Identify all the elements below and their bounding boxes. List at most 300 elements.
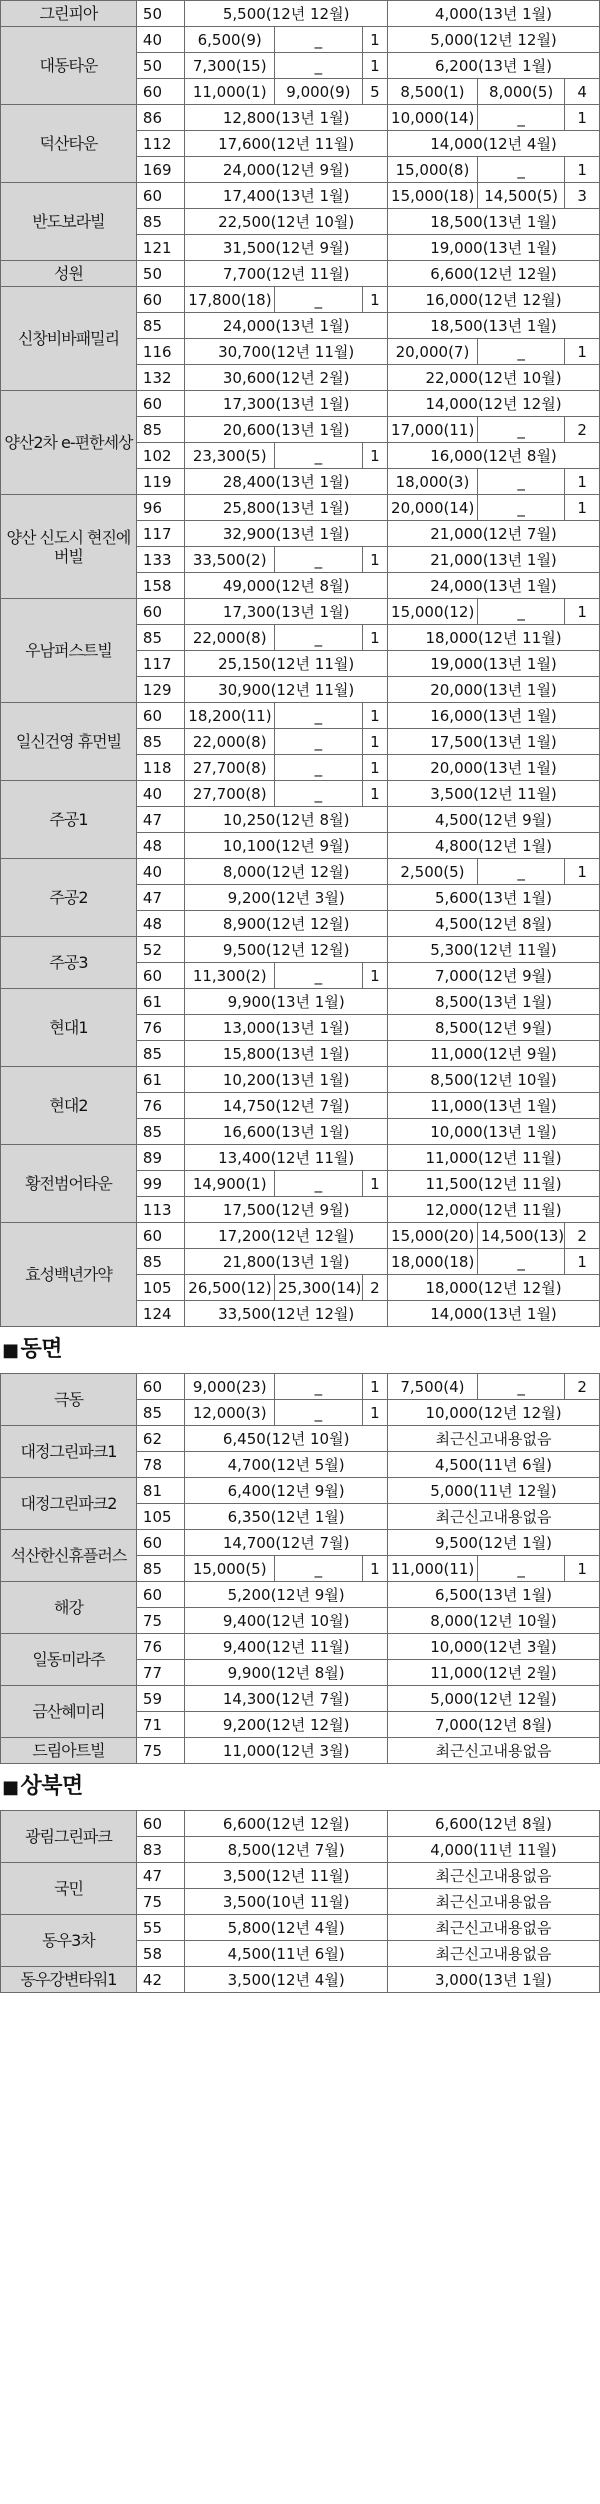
sale-listing-count: 1 bbox=[362, 703, 387, 729]
sale-price-cell: 24,000(13년 1월) bbox=[185, 313, 388, 339]
jeonse-listing-count: 1 bbox=[565, 495, 600, 521]
sale-price-cell: 6,350(12년 1월) bbox=[185, 1504, 388, 1530]
sale-listing-high: 15,000(5) bbox=[185, 1556, 275, 1582]
jeonse-listing-low: _ bbox=[477, 1249, 565, 1275]
table-row bbox=[1, 1426, 600, 1452]
complex-name: 드림아트빌 bbox=[1, 1738, 137, 1764]
size-cell: 119 bbox=[136, 469, 184, 495]
sale-listing-low: _ bbox=[275, 287, 363, 313]
size-cell: 117 bbox=[136, 651, 184, 677]
table-row bbox=[1, 1738, 600, 1764]
size-cell: 118 bbox=[136, 755, 184, 781]
jeonse-price-cell: 11,000(13년 1월) bbox=[388, 1093, 600, 1119]
size-cell: 85 bbox=[136, 729, 184, 755]
table-row bbox=[1, 1634, 600, 1660]
jeonse-listing-low: _ bbox=[477, 339, 565, 365]
sale-listing-low: _ bbox=[275, 703, 363, 729]
jeonse-price-cell: 6,600(12년 12월) bbox=[388, 261, 600, 287]
jeonse-price-cell: 22,000(12년 10월) bbox=[388, 365, 600, 391]
sale-price-cell: 5,800(12년 4월) bbox=[185, 1915, 388, 1941]
jeonse-price-cell: 6,500(13년 1월) bbox=[388, 1582, 600, 1608]
jeonse-listing-count: 1 bbox=[565, 157, 600, 183]
price-table bbox=[0, 1373, 600, 1764]
jeonse-price-cell: 3,500(12년 11월) bbox=[388, 781, 600, 807]
size-cell: 86 bbox=[136, 105, 184, 131]
jeonse-price-cell: 21,000(13년 1월) bbox=[388, 547, 600, 573]
size-cell: 96 bbox=[136, 495, 184, 521]
sale-listing-count: 1 bbox=[362, 1400, 387, 1426]
table-row bbox=[1, 1, 600, 27]
table-row bbox=[1, 781, 600, 807]
size-cell: 85 bbox=[136, 417, 184, 443]
jeonse-price-cell: 21,000(12년 7월) bbox=[388, 521, 600, 547]
sale-listing-high: 22,000(8) bbox=[185, 625, 275, 651]
jeonse-listing-high: 15,000(12) bbox=[388, 599, 478, 625]
sale-listing-high: 6,500(9) bbox=[185, 27, 275, 53]
sale-listing-count: 1 bbox=[362, 443, 387, 469]
jeonse-listing-count: 2 bbox=[565, 417, 600, 443]
complex-name: 금산혜미리 bbox=[1, 1686, 137, 1738]
jeonse-listing-count: 1 bbox=[565, 469, 600, 495]
jeonse-listing-count: 2 bbox=[565, 1374, 600, 1400]
sale-listing-count: 2 bbox=[362, 1275, 387, 1301]
jeonse-listing-low: _ bbox=[477, 417, 565, 443]
size-cell: 60 bbox=[136, 391, 184, 417]
sale-listing-count: 1 bbox=[362, 287, 387, 313]
sale-price-cell: 9,200(12년 12월) bbox=[185, 1712, 388, 1738]
sale-price-cell: 9,900(13년 1월) bbox=[185, 989, 388, 1015]
table-row bbox=[1, 391, 600, 417]
complex-name: 주공1 bbox=[1, 781, 137, 859]
complex-name: 그린피아 bbox=[1, 1, 137, 27]
complex-name: 현대1 bbox=[1, 989, 137, 1067]
jeonse-price-cell: 16,000(13년 1월) bbox=[388, 703, 600, 729]
sale-price-cell: 17,500(12년 9월) bbox=[185, 1197, 388, 1223]
jeonse-listing-high: 8,500(1) bbox=[388, 79, 478, 105]
sale-listing-high: 11,000(1) bbox=[185, 79, 275, 105]
complex-name: 동우3차 bbox=[1, 1915, 137, 1967]
size-cell: 132 bbox=[136, 365, 184, 391]
sale-price-cell: 4,500(11년 6월) bbox=[185, 1941, 388, 1967]
table-row bbox=[1, 859, 600, 885]
section-heading bbox=[0, 1327, 600, 1373]
table-row bbox=[1, 599, 600, 625]
size-cell: 76 bbox=[136, 1015, 184, 1041]
size-cell: 75 bbox=[136, 1738, 184, 1764]
complex-name: 광림그린파크 bbox=[1, 1811, 137, 1863]
size-cell: 75 bbox=[136, 1889, 184, 1915]
size-cell: 102 bbox=[136, 443, 184, 469]
sale-listing-low: _ bbox=[275, 1556, 363, 1582]
complex-name: 주공2 bbox=[1, 859, 137, 937]
complex-name: 석산한신휴플러스 bbox=[1, 1530, 137, 1582]
table-row bbox=[1, 27, 600, 53]
jeonse-price-cell: 최근신고내용없음 bbox=[388, 1941, 600, 1967]
complex-name: 해강 bbox=[1, 1582, 137, 1634]
sale-listing-low: _ bbox=[275, 781, 363, 807]
size-cell: 52 bbox=[136, 937, 184, 963]
jeonse-listing-count: 2 bbox=[565, 1223, 600, 1249]
sale-price-cell: 4,700(12년 5월) bbox=[185, 1452, 388, 1478]
jeonse-price-cell: 최근신고내용없음 bbox=[388, 1426, 600, 1452]
jeonse-price-cell: 4,500(12년 9월) bbox=[388, 807, 600, 833]
jeonse-listing-low: _ bbox=[477, 495, 565, 521]
size-cell: 85 bbox=[136, 625, 184, 651]
size-cell: 50 bbox=[136, 53, 184, 79]
sale-price-cell: 28,400(13년 1월) bbox=[185, 469, 388, 495]
price-table bbox=[0, 1810, 600, 1993]
size-cell: 112 bbox=[136, 131, 184, 157]
size-cell: 48 bbox=[136, 833, 184, 859]
size-cell: 60 bbox=[136, 1374, 184, 1400]
jeonse-listing-count: 4 bbox=[565, 79, 600, 105]
jeonse-price-cell: 24,000(13년 1월) bbox=[388, 573, 600, 599]
table-row bbox=[1, 105, 600, 131]
square-bullet-icon: ■ bbox=[2, 1777, 19, 1798]
sale-price-cell: 3,500(12년 4월) bbox=[185, 1967, 388, 1993]
size-cell: 83 bbox=[136, 1837, 184, 1863]
size-cell: 60 bbox=[136, 1223, 184, 1249]
table-row bbox=[1, 1863, 600, 1889]
table-row bbox=[1, 1967, 600, 1993]
sale-price-cell: 8,900(12년 12월) bbox=[185, 911, 388, 937]
section-title: 동면 bbox=[20, 1337, 63, 1362]
size-cell: 169 bbox=[136, 157, 184, 183]
table-row bbox=[1, 1223, 600, 1249]
sale-price-cell: 10,250(12년 8월) bbox=[185, 807, 388, 833]
sale-listing-low: _ bbox=[275, 53, 363, 79]
sale-price-cell: 14,300(12년 7월) bbox=[185, 1686, 388, 1712]
jeonse-listing-count: 1 bbox=[565, 599, 600, 625]
sale-price-cell: 24,000(12년 9월) bbox=[185, 157, 388, 183]
jeonse-price-cell: 8,500(12년 10월) bbox=[388, 1067, 600, 1093]
jeonse-price-cell: 5,000(11년 12월) bbox=[388, 1478, 600, 1504]
table-row bbox=[1, 1067, 600, 1093]
complex-name: 성원 bbox=[1, 261, 137, 287]
table-row bbox=[1, 703, 600, 729]
sale-listing-count: 1 bbox=[362, 1374, 387, 1400]
size-cell: 47 bbox=[136, 807, 184, 833]
jeonse-price-cell: 5,600(13년 1월) bbox=[388, 885, 600, 911]
size-cell: 61 bbox=[136, 989, 184, 1015]
sale-price-cell: 20,600(13년 1월) bbox=[185, 417, 388, 443]
sale-listing-count: 1 bbox=[362, 1171, 387, 1197]
sale-price-cell: 14,750(12년 7월) bbox=[185, 1093, 388, 1119]
size-cell: 50 bbox=[136, 261, 184, 287]
sale-listing-count: 1 bbox=[362, 755, 387, 781]
size-cell: 85 bbox=[136, 1041, 184, 1067]
sale-listing-count: 1 bbox=[362, 547, 387, 573]
sale-listing-high: 9,000(23) bbox=[185, 1374, 275, 1400]
table-row bbox=[1, 1915, 600, 1941]
jeonse-price-cell: 5,300(12년 11월) bbox=[388, 937, 600, 963]
jeonse-price-cell: 5,000(12년 12월) bbox=[388, 1686, 600, 1712]
size-cell: 60 bbox=[136, 79, 184, 105]
size-cell: 40 bbox=[136, 781, 184, 807]
size-cell: 105 bbox=[136, 1504, 184, 1530]
sale-price-cell: 17,300(13년 1월) bbox=[185, 599, 388, 625]
table-row bbox=[1, 989, 600, 1015]
jeonse-listing-high: 20,000(7) bbox=[388, 339, 478, 365]
table-row bbox=[1, 1530, 600, 1556]
size-cell: 76 bbox=[136, 1634, 184, 1660]
sale-price-cell: 10,100(12년 9월) bbox=[185, 833, 388, 859]
sale-listing-high: 27,700(8) bbox=[185, 755, 275, 781]
sale-price-cell: 16,600(13년 1월) bbox=[185, 1119, 388, 1145]
sale-price-cell: 31,500(12년 9월) bbox=[185, 235, 388, 261]
sale-price-cell: 9,900(12년 8월) bbox=[185, 1660, 388, 1686]
sale-price-cell: 9,500(12년 12월) bbox=[185, 937, 388, 963]
jeonse-price-cell: 14,000(12년 12월) bbox=[388, 391, 600, 417]
sale-listing-count: 1 bbox=[362, 963, 387, 989]
sale-listing-high: 23,300(5) bbox=[185, 443, 275, 469]
sale-listing-low: _ bbox=[275, 1171, 363, 1197]
jeonse-listing-high: 11,000(11) bbox=[388, 1556, 478, 1582]
jeonse-price-cell: 16,000(12년 8월) bbox=[388, 443, 600, 469]
section-heading bbox=[0, 1764, 600, 1810]
sale-listing-count: 1 bbox=[362, 1556, 387, 1582]
size-cell: 60 bbox=[136, 287, 184, 313]
square-bullet-icon: ■ bbox=[2, 1340, 19, 1361]
sale-listing-low: 25,300(14) bbox=[275, 1275, 363, 1301]
jeonse-price-cell: 18,000(12년 12월) bbox=[388, 1275, 600, 1301]
size-cell: 50 bbox=[136, 1, 184, 27]
table-row bbox=[1, 1582, 600, 1608]
jeonse-listing-low: 8,000(5) bbox=[477, 79, 565, 105]
sale-listing-count: 1 bbox=[362, 53, 387, 79]
jeonse-price-cell: 최근신고내용없음 bbox=[388, 1915, 600, 1941]
size-cell: 105 bbox=[136, 1275, 184, 1301]
table-row bbox=[1, 1145, 600, 1171]
jeonse-listing-high: 15,000(20) bbox=[388, 1223, 478, 1249]
size-cell: 60 bbox=[136, 599, 184, 625]
jeonse-listing-low: _ bbox=[477, 1374, 565, 1400]
jeonse-listing-high: 20,000(14) bbox=[388, 495, 478, 521]
jeonse-price-cell: 4,000(11년 11월) bbox=[388, 1837, 600, 1863]
jeonse-listing-low: _ bbox=[477, 469, 565, 495]
sale-price-cell: 8,500(12년 7월) bbox=[185, 1837, 388, 1863]
jeonse-listing-low: _ bbox=[477, 157, 565, 183]
size-cell: 158 bbox=[136, 573, 184, 599]
jeonse-listing-high: 15,000(8) bbox=[388, 157, 478, 183]
jeonse-price-cell: 8,000(12년 10월) bbox=[388, 1608, 600, 1634]
jeonse-price-cell: 20,000(13년 1월) bbox=[388, 755, 600, 781]
size-cell: 47 bbox=[136, 885, 184, 911]
jeonse-price-cell: 11,000(12년 9월) bbox=[388, 1041, 600, 1067]
size-cell: 85 bbox=[136, 313, 184, 339]
sale-price-cell: 30,900(12년 11월) bbox=[185, 677, 388, 703]
sale-price-cell: 25,150(12년 11월) bbox=[185, 651, 388, 677]
jeonse-price-cell: 최근신고내용없음 bbox=[388, 1504, 600, 1530]
sale-listing-low: _ bbox=[275, 1400, 363, 1426]
size-cell: 75 bbox=[136, 1608, 184, 1634]
jeonse-price-cell: 최근신고내용없음 bbox=[388, 1863, 600, 1889]
jeonse-price-cell: 11,500(12년 11월) bbox=[388, 1171, 600, 1197]
size-cell: 40 bbox=[136, 859, 184, 885]
sale-price-cell: 6,450(12년 10월) bbox=[185, 1426, 388, 1452]
sale-listing-low: _ bbox=[275, 443, 363, 469]
jeonse-listing-high: 7,500(4) bbox=[388, 1374, 478, 1400]
sale-price-cell: 6,400(12년 9월) bbox=[185, 1478, 388, 1504]
size-cell: 55 bbox=[136, 1915, 184, 1941]
jeonse-listing-high: 18,000(18) bbox=[388, 1249, 478, 1275]
complex-name: 반도보라빌 bbox=[1, 183, 137, 261]
size-cell: 62 bbox=[136, 1426, 184, 1452]
jeonse-price-cell: 10,000(12년 3월) bbox=[388, 1634, 600, 1660]
size-cell: 113 bbox=[136, 1197, 184, 1223]
jeonse-price-cell: 6,600(12년 8월) bbox=[388, 1811, 600, 1837]
sale-price-cell: 7,700(12년 11월) bbox=[185, 261, 388, 287]
size-cell: 59 bbox=[136, 1686, 184, 1712]
size-cell: 76 bbox=[136, 1093, 184, 1119]
size-cell: 42 bbox=[136, 1967, 184, 1993]
jeonse-price-cell: 6,200(13년 1월) bbox=[388, 53, 600, 79]
jeonse-price-cell: 18,500(13년 1월) bbox=[388, 209, 600, 235]
sale-price-cell: 12,800(13년 1월) bbox=[185, 105, 388, 131]
jeonse-price-cell: 10,000(12년 12월) bbox=[388, 1400, 600, 1426]
complex-name: 현대2 bbox=[1, 1067, 137, 1145]
size-cell: 81 bbox=[136, 1478, 184, 1504]
sale-price-cell: 30,700(12년 11월) bbox=[185, 339, 388, 365]
jeonse-listing-count: 3 bbox=[565, 183, 600, 209]
size-cell: 85 bbox=[136, 1400, 184, 1426]
size-cell: 60 bbox=[136, 1530, 184, 1556]
size-cell: 78 bbox=[136, 1452, 184, 1478]
sale-price-cell: 5,200(12년 9월) bbox=[185, 1582, 388, 1608]
sale-price-cell: 17,600(12년 11월) bbox=[185, 131, 388, 157]
size-cell: 85 bbox=[136, 1556, 184, 1582]
jeonse-listing-low: _ bbox=[477, 105, 565, 131]
size-cell: 47 bbox=[136, 1863, 184, 1889]
sale-price-cell: 32,900(13년 1월) bbox=[185, 521, 388, 547]
sale-price-cell: 3,500(10년 11월) bbox=[185, 1889, 388, 1915]
sale-listing-count: 1 bbox=[362, 729, 387, 755]
jeonse-listing-low: 14,500(13) bbox=[477, 1223, 565, 1249]
complex-name: 우남퍼스트빌 bbox=[1, 599, 137, 703]
size-cell: 60 bbox=[136, 703, 184, 729]
jeonse-price-cell: 14,000(13년 1월) bbox=[388, 1301, 600, 1327]
complex-name: 일신건영 휴먼빌 bbox=[1, 703, 137, 781]
size-cell: 60 bbox=[136, 1811, 184, 1837]
sale-listing-high: 14,900(1) bbox=[185, 1171, 275, 1197]
size-cell: 60 bbox=[136, 1582, 184, 1608]
size-cell: 129 bbox=[136, 677, 184, 703]
table-row bbox=[1, 261, 600, 287]
table-row bbox=[1, 1686, 600, 1712]
sale-price-cell: 6,600(12년 12월) bbox=[185, 1811, 388, 1837]
size-cell: 60 bbox=[136, 183, 184, 209]
sale-price-cell: 21,800(13년 1월) bbox=[185, 1249, 388, 1275]
sale-listing-high: 18,200(11) bbox=[185, 703, 275, 729]
complex-name: 덕산타운 bbox=[1, 105, 137, 183]
sale-price-cell: 11,000(12년 3월) bbox=[185, 1738, 388, 1764]
sale-listing-count: 1 bbox=[362, 27, 387, 53]
sale-price-cell: 9,200(12년 3월) bbox=[185, 885, 388, 911]
jeonse-price-cell: 4,500(12년 8월) bbox=[388, 911, 600, 937]
table-row bbox=[1, 183, 600, 209]
jeonse-price-cell: 7,000(12년 9월) bbox=[388, 963, 600, 989]
sale-price-cell: 9,400(12년 11월) bbox=[185, 1634, 388, 1660]
sale-listing-low: _ bbox=[275, 27, 363, 53]
complex-name: 양산 신도시 현진에버빌 bbox=[1, 495, 137, 599]
sale-price-cell: 30,600(12년 2월) bbox=[185, 365, 388, 391]
jeonse-listing-high: 17,000(11) bbox=[388, 417, 478, 443]
sale-listing-count: 1 bbox=[362, 781, 387, 807]
table-row bbox=[1, 1374, 600, 1400]
sale-price-cell: 3,500(12년 11월) bbox=[185, 1863, 388, 1889]
jeonse-price-cell: 20,000(13년 1월) bbox=[388, 677, 600, 703]
section-title: 상북면 bbox=[20, 1774, 83, 1799]
jeonse-listing-count: 1 bbox=[565, 859, 600, 885]
table-row bbox=[1, 1478, 600, 1504]
complex-name: 주공3 bbox=[1, 937, 137, 989]
jeonse-listing-count: 1 bbox=[565, 1249, 600, 1275]
jeonse-price-cell: 18,000(12년 11월) bbox=[388, 625, 600, 651]
sale-listing-low: _ bbox=[275, 963, 363, 989]
sale-listing-high: 27,700(8) bbox=[185, 781, 275, 807]
jeonse-price-cell: 8,500(13년 1월) bbox=[388, 989, 600, 1015]
jeonse-price-cell: 3,000(13년 1월) bbox=[388, 1967, 600, 1993]
jeonse-listing-low: _ bbox=[477, 859, 565, 885]
jeonse-price-cell: 11,000(12년 11월) bbox=[388, 1145, 600, 1171]
sale-listing-high: 17,800(18) bbox=[185, 287, 275, 313]
sale-price-cell: 9,400(12년 10월) bbox=[185, 1608, 388, 1634]
table-row bbox=[1, 287, 600, 313]
sale-listing-high: 26,500(12) bbox=[185, 1275, 275, 1301]
table-row bbox=[1, 937, 600, 963]
complex-name: 양산2차 e-편한세상 bbox=[1, 391, 137, 495]
table-row bbox=[1, 495, 600, 521]
jeonse-listing-low: _ bbox=[477, 599, 565, 625]
complex-name: 효성백년가약 bbox=[1, 1223, 137, 1327]
jeonse-price-cell: 5,000(12년 12월) bbox=[388, 27, 600, 53]
jeonse-price-cell: 12,000(12년 11월) bbox=[388, 1197, 600, 1223]
jeonse-listing-high: 15,000(18) bbox=[388, 183, 478, 209]
size-cell: 124 bbox=[136, 1301, 184, 1327]
size-cell: 85 bbox=[136, 1119, 184, 1145]
size-cell: 133 bbox=[136, 547, 184, 573]
sale-listing-low: _ bbox=[275, 729, 363, 755]
sale-price-cell: 49,000(12년 8월) bbox=[185, 573, 388, 599]
jeonse-price-cell: 17,500(13년 1월) bbox=[388, 729, 600, 755]
sale-listing-low: _ bbox=[275, 1374, 363, 1400]
size-cell: 71 bbox=[136, 1712, 184, 1738]
jeonse-listing-count: 1 bbox=[565, 1556, 600, 1582]
sale-price-cell: 15,800(13년 1월) bbox=[185, 1041, 388, 1067]
size-cell: 48 bbox=[136, 911, 184, 937]
complex-name: 동우강변타워1 bbox=[1, 1967, 137, 1993]
jeonse-price-cell: 14,000(12년 4월) bbox=[388, 131, 600, 157]
complex-name: 대정그린파크2 bbox=[1, 1478, 137, 1530]
sale-listing-high: 22,000(8) bbox=[185, 729, 275, 755]
jeonse-price-cell: 10,000(13년 1월) bbox=[388, 1119, 600, 1145]
complex-name: 황전범어타운 bbox=[1, 1145, 137, 1223]
size-cell: 89 bbox=[136, 1145, 184, 1171]
jeonse-listing-low: 14,500(5) bbox=[477, 183, 565, 209]
sale-price-cell: 5,500(12년 12월) bbox=[185, 1, 388, 27]
sale-price-cell: 17,400(13년 1월) bbox=[185, 183, 388, 209]
sale-price-cell: 22,500(12년 10월) bbox=[185, 209, 388, 235]
jeonse-price-cell: 19,000(13년 1월) bbox=[388, 651, 600, 677]
jeonse-price-cell: 9,500(12년 1월) bbox=[388, 1530, 600, 1556]
size-cell: 61 bbox=[136, 1067, 184, 1093]
sale-price-cell: 17,300(13년 1월) bbox=[185, 391, 388, 417]
size-cell: 121 bbox=[136, 235, 184, 261]
sale-price-cell: 13,400(12년 11월) bbox=[185, 1145, 388, 1171]
jeonse-price-cell: 4,000(13년 1월) bbox=[388, 1, 600, 27]
sale-listing-high: 33,500(2) bbox=[185, 547, 275, 573]
jeonse-price-cell: 4,800(12년 1월) bbox=[388, 833, 600, 859]
